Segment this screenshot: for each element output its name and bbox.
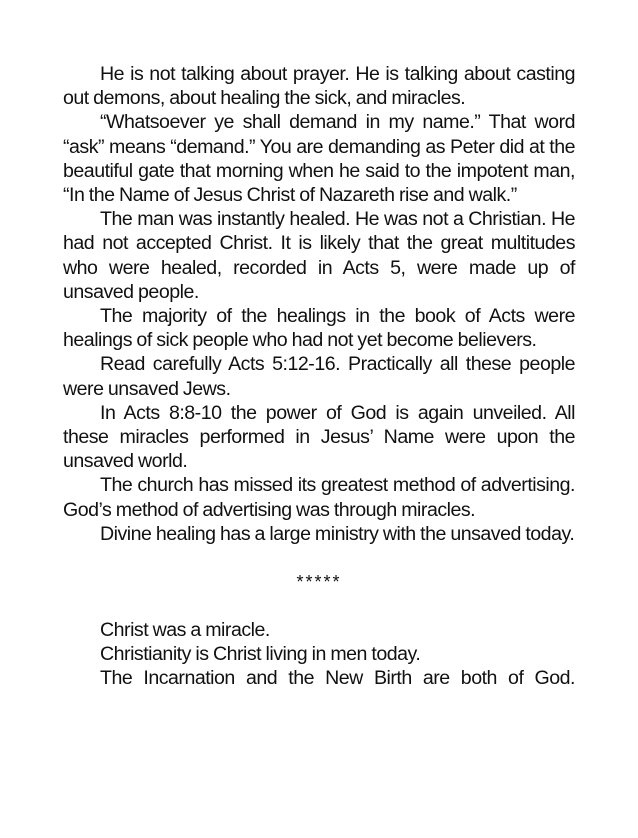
document-page [63, 62, 575, 691]
paragraph-instantly-healed: The man was instantly healed. He was not a Christian. He had not accepted Christ. It is likely that the great multitudes who were healed, recorded in Acts 5, were made up of unsaved people. [63, 208, 575, 303]
paragraph-christ-miracle: Christ was a miracle. [100, 619, 270, 642]
paragraph-incarnation: The Incarnation and the New Birth are both of God. [100, 667, 575, 690]
paragraph-acts-5: Read carefully Acts 5:12-16. Practically all these people were unsaved Jews. [63, 353, 575, 400]
paragraph-prayer: He is not talking about prayer. He is talking about casting out demons, about healing the sick, and miracles. [63, 63, 575, 110]
paragraph-majority-healings: The majority of the healings in the book of Acts were healings of sick people who had not yet become believers. [63, 305, 575, 352]
paragraph-divine-healing: Divine healing has a large ministry with the unsaved today. [100, 522, 575, 545]
paragraph-acts-8: In Acts 8:8-10 the power of God is again unveiled. All these miracles performed in Jesus’ Name were upon the unsaved world. [63, 401, 575, 473]
paragraph-advertising: The church has missed its greatest method of advertising. God’s method of advertising was through miracles. [63, 474, 575, 521]
section-separator: ***** [296, 572, 342, 593]
paragraph-demand: “Whatsoever ye shall demand in my name.” That word “ask” means “demand.” You are demanding as Peter did at the beautiful gate that morning when he said to the impotent man, “In the Name of Jesus Christ of Nazareth rise and walk.” [63, 111, 575, 207]
paragraph-christianity: Christianity is Christ living in men today. [100, 643, 421, 666]
